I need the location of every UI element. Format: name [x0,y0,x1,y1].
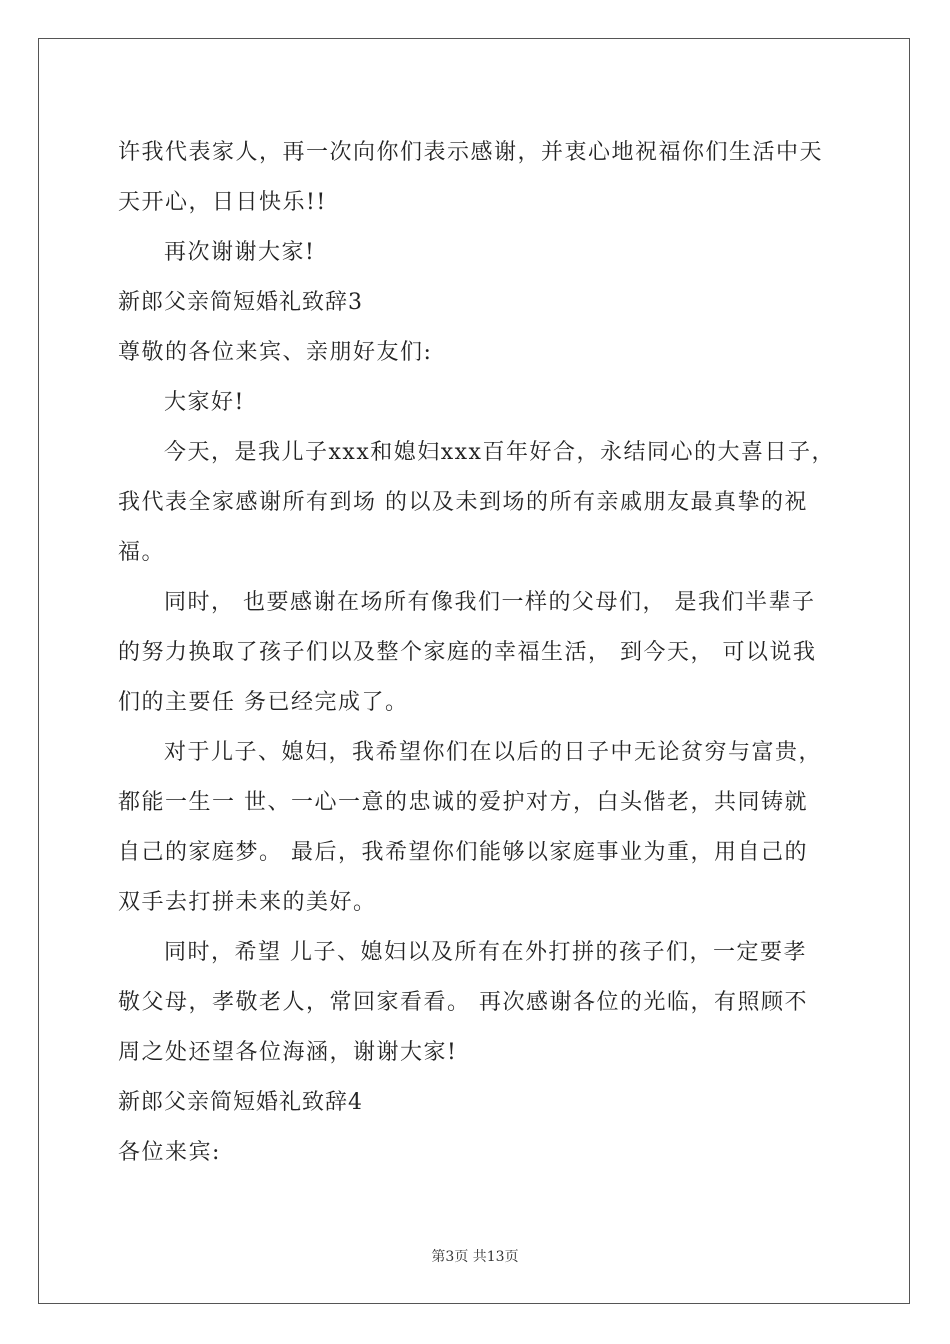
paragraph-line: 天开心，日日快乐!! [118,190,327,215]
paragraph-line: 自己的家庭梦。 最后，我希望你们能够以家庭事业为重，用自己的 [118,840,808,865]
page-footer: 第3页 共13页 [431,1249,519,1265]
paragraph-line: 今天，是我儿子xxx和媳妇xxx百年好合，永结同心的大喜日子， [164,440,835,465]
salutation: 各位来宾: [118,1140,221,1165]
salutation: 尊敬的各位来宾、亲朋好友们: [118,340,433,365]
paragraph-line: 都能一生一 世、一心一意的忠诚的爱护对方，白头偕老，共同铸就 [118,790,808,815]
paragraph-line: 双手去打拼未来的美好。 [118,890,377,915]
paragraph-line: 同时， 也要感谢在场所有像我们一样的父母们， 是我们半辈子 [164,590,816,615]
paragraph-line: 我代表全家感谢所有到场 的以及未到场的所有亲戚朋友最真挚的祝 [118,490,808,515]
section-heading: 新郎父亲简短婚礼致辞3 [118,290,363,315]
document-body [118,128,834,1178]
paragraph-line: 的努力换取了孩子们以及整个家庭的幸福生活， 到今天， 可以说我 [118,640,817,665]
greeting: 大家好! [164,390,245,415]
paragraph-line: 许我代表家人，再一次向你们表示感谢，并衷心地祝福你们生活中天 [118,140,824,165]
paragraph-line: 周之处还望各位海涵，谢谢大家! [118,1040,458,1065]
paragraph-line: 同时，希望 儿子、媳妇以及所有在外打拼的孩子们，一定要孝 [164,940,807,965]
paragraph-line: 敬父母，孝敬老人，常回家看看。 再次感谢各位的光临，有照顾不 [118,990,808,1015]
paragraph-line: 们的主要任 务已经完成了。 [118,690,409,715]
section-heading: 新郎父亲简短婚礼致辞4 [118,1090,363,1115]
paragraph-line: 福。 [118,540,166,565]
paragraph-line: 对于儿子、媳妇，我希望你们在以后的日子中无论贫穷与富贵， [164,740,823,765]
paragraph-line: 再次谢谢大家! [164,240,316,265]
